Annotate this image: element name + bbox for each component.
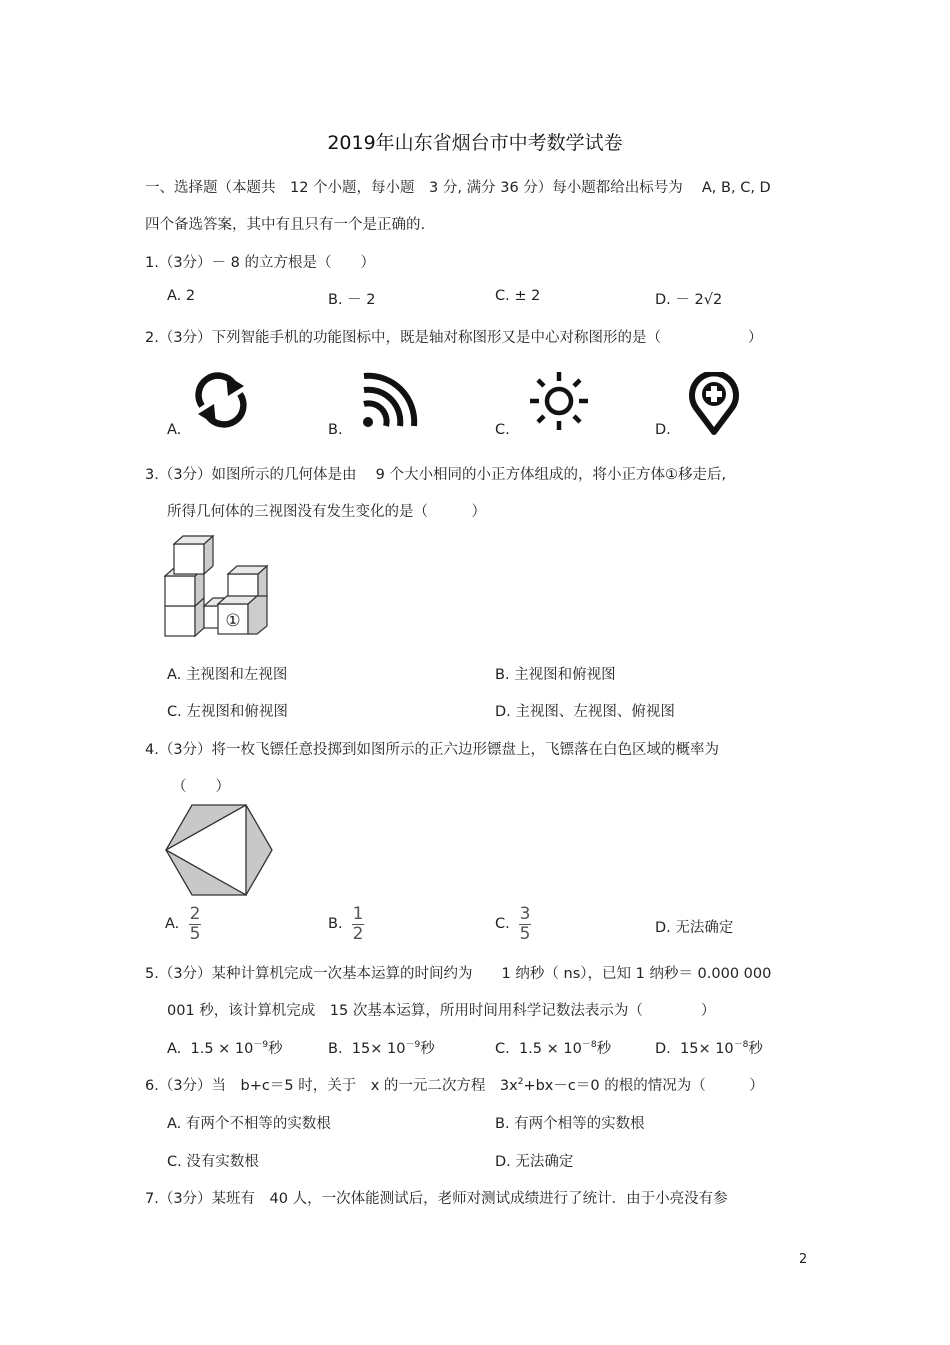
q5-stem-line2: 001 秒，该计算机完成 15 次基本运算，所用时间用科学记数法表示为（ ）	[167, 1003, 716, 1019]
refresh-icon	[188, 370, 254, 430]
q3-option-d[interactable]: D. 主视图、左视图、俯视图	[495, 704, 675, 720]
page-title: 2019年山东省烟台市中考数学试卷	[327, 132, 623, 154]
q2-option-a-label[interactable]: A.	[167, 422, 182, 438]
q5-option-c[interactable]: C. $1.5 \times 10^{-8}$秒	[495, 1040, 612, 1057]
q4-option-b-fraction: $\frac{1}{2}$	[352, 904, 364, 944]
q1-option-b[interactable]: B. － 2	[328, 292, 376, 308]
q5-option-d[interactable]: D. $15\times 10^{-8}$秒	[655, 1040, 763, 1057]
q7-stem: 7.（3分）某班有 40 人，一次体能测试后，老师对测试成绩进行了统计．由于小亮没有参	[145, 1191, 728, 1207]
q4-option-a-fraction: $\frac{2}{5}$	[189, 904, 201, 944]
q1-option-d[interactable]: D. － 2√2	[655, 292, 723, 308]
q5-option-a[interactable]: A. $1.5 \times 10^{-9}$秒	[167, 1040, 283, 1057]
q4-stem-line2: （ ）	[172, 779, 230, 795]
q4-stem-line1: 4.（3分）将一枚飞镖任意投掷到如图所示的正六边形镖盘上，飞镖落在白色区域的概率为	[145, 742, 720, 758]
sun-brightness-icon	[527, 370, 591, 432]
q4-option-a-label[interactable]: A.	[165, 916, 180, 932]
q1-option-c[interactable]: C. ± 2	[495, 288, 541, 304]
q4-option-c-fraction: $\frac{3}{5}$	[519, 904, 531, 944]
page-number: 2	[799, 1252, 808, 1267]
hexagon-dartboard-figure	[164, 803, 274, 898]
q6-option-c[interactable]: C. 没有实数根	[167, 1154, 259, 1170]
q2-option-c-label[interactable]: C.	[495, 422, 510, 438]
q2-stem: 2.（3分）下列智能手机的功能图标中，既是轴对称图形又是中心对称图形的是（ ）	[145, 330, 763, 346]
q4-option-b-label[interactable]: B.	[328, 916, 343, 932]
q2-option-b-label[interactable]: B.	[328, 422, 343, 438]
q6-stem: 6.（3分）当 b+c＝5 时，关于 x 的一元二次方程 $3x^2+bx-c=0$ 的根的情况为（ ）	[145, 1077, 764, 1094]
q6-option-a[interactable]: A. 有两个不相等的实数根	[167, 1116, 331, 1132]
q4-option-d[interactable]: D. 无法确定	[655, 920, 734, 936]
q3-stem-line2: 所得几何体的三视图没有发生变化的是（ ）	[167, 504, 486, 520]
wifi-signal-icon	[358, 372, 418, 432]
cube-figure	[160, 535, 275, 640]
q5-option-b[interactable]: B. $15\times 10^{-9}$秒	[328, 1040, 435, 1057]
q3-option-b[interactable]: B. 主视图和俯视图	[495, 667, 616, 683]
cube-label: ①	[225, 611, 241, 631]
section-instructions-line2: 四个备选答案，其中有且只有一个是正确的.	[145, 217, 426, 233]
q1-option-a[interactable]: A. 2	[167, 288, 196, 304]
q3-option-a[interactable]: A. 主视图和左视图	[167, 667, 288, 683]
q6-option-d[interactable]: D. 无法确定	[495, 1154, 574, 1170]
q2-option-d-label[interactable]: D.	[655, 422, 671, 438]
q3-stem-line1: 3.（3分）如图所示的几何体是由 9 个大小相同的小正方体组成的，将小正方体①移走后,	[145, 467, 727, 483]
section-instructions-line1: 一、选择题（本题共 12 个小题，每小题 3 分, 满分 36 分）每小题都给出标号为 A, B, C, D	[145, 180, 771, 196]
q5-stem-line1: 5.（3分）某种计算机完成一次基本运算的时间约为 1 纳秒（ ns），已知 1 纳秒＝ 0.000 000	[145, 966, 772, 982]
location-plus-icon	[686, 372, 742, 436]
q3-option-c[interactable]: C. 左视图和俯视图	[167, 704, 288, 720]
q6-option-b[interactable]: B. 有两个相等的实数根	[495, 1116, 645, 1132]
q1-stem: 1.（3分）－ 8 的立方根是（ ）	[145, 255, 376, 271]
q4-option-c-label[interactable]: C.	[495, 916, 510, 932]
